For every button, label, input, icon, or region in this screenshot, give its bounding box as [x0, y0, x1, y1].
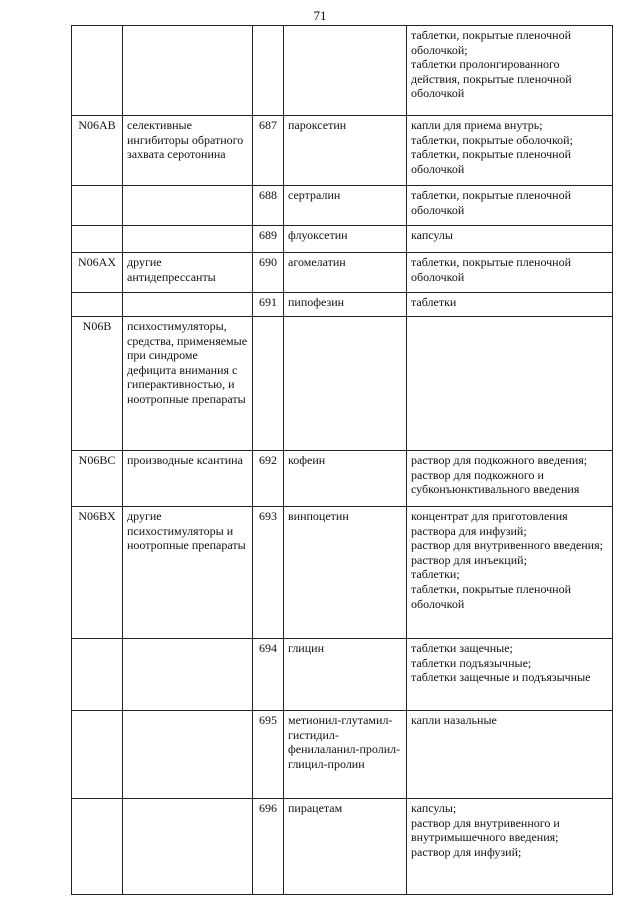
atc-group-cell	[123, 226, 253, 253]
drug-table	[71, 25, 613, 895]
table-row	[72, 317, 613, 451]
drug-name-cell: кофеин	[284, 451, 407, 507]
row-number-cell: 694	[253, 639, 284, 711]
dosage-form: капли для приема внутрь;	[411, 118, 543, 132]
drug-name-cell: метионил-глутамил-гистидил-фенилаланил-пролил-глицил-пролин	[284, 711, 407, 799]
atc-code-cell	[72, 639, 123, 711]
atc-group-cell	[123, 711, 253, 799]
table-row	[72, 26, 613, 116]
dosage-forms-cell	[407, 186, 613, 226]
table-row	[72, 116, 613, 186]
dosage-form: таблетки;	[411, 567, 460, 582]
row-number-cell: 688	[253, 186, 284, 226]
dosage-forms-cell	[407, 293, 613, 317]
dosage-form: таблетки	[411, 295, 457, 309]
drug-name-cell: пирацетам	[284, 799, 407, 895]
atc-group-cell	[123, 639, 253, 711]
dosage-form: раствор для инъекций;	[411, 552, 527, 567]
table-row	[72, 186, 613, 226]
atc-group-cell: другие психостимуляторы и ноотропные препараты	[123, 507, 253, 639]
atc-code-cell	[72, 26, 123, 116]
atc-code-cell	[72, 293, 123, 317]
dosage-form: таблетки защечные;	[411, 641, 513, 655]
atc-code-cell	[72, 186, 123, 226]
row-number-cell: 689	[253, 226, 284, 253]
row-number-cell: 696	[253, 799, 284, 895]
row-number-cell: 690	[253, 253, 284, 293]
atc-group-cell	[123, 799, 253, 895]
dosage-form: капсулы	[411, 228, 453, 242]
atc-code-cell: N06BC	[72, 451, 123, 507]
atc-code-cell: N06BX	[72, 507, 123, 639]
dosage-form: таблетки, покрытые пленочной оболочкой	[411, 581, 572, 611]
dosage-forms-cell	[407, 253, 613, 293]
dosage-forms-cell	[407, 226, 613, 253]
dosage-form: раствор для инфузий;	[411, 844, 522, 859]
drug-name-cell	[284, 317, 407, 451]
atc-code-cell: N06B	[72, 317, 123, 451]
drug-name-cell: флуоксетин	[284, 226, 407, 253]
row-number-cell: 695	[253, 711, 284, 799]
dosage-forms-cell	[407, 507, 613, 639]
table-row	[72, 507, 613, 639]
row-number-cell: 687	[253, 116, 284, 186]
dosage-form: капли назальные	[411, 713, 497, 727]
drug-name-cell: винпоцетин	[284, 507, 407, 639]
dosage-forms-cell	[407, 711, 613, 799]
dosage-form: капсулы;	[411, 801, 457, 815]
atc-code-cell	[72, 711, 123, 799]
dosage-form: таблетки, покрытые пленочной оболочкой;	[411, 28, 572, 57]
dosage-forms-cell	[407, 639, 613, 711]
atc-code-cell: N06AX	[72, 253, 123, 293]
atc-group-cell: другие антидепрессанты	[123, 253, 253, 293]
drug-name-cell: пипофезин	[284, 293, 407, 317]
dosage-forms-cell	[407, 451, 613, 507]
drug-name-cell: сертралин	[284, 186, 407, 226]
atc-group-cell	[123, 186, 253, 226]
row-number-cell: 691	[253, 293, 284, 317]
dosage-form: таблетки подъязычные;	[411, 655, 532, 670]
dosage-form: таблетки, покрытые пленочной оболочкой	[411, 255, 572, 284]
dosage-form: концентрат для приготовления раствора для инфузий;	[411, 509, 568, 538]
row-number-cell	[253, 26, 284, 116]
dosage-form: раствор для внутривенного и внутримышечного введения;	[411, 815, 560, 845]
drug-name-cell: глицин	[284, 639, 407, 711]
atc-group-cell: селективные ингибиторы обратного захвата серотонина	[123, 116, 253, 186]
atc-group-cell	[123, 293, 253, 317]
table-row	[72, 799, 613, 895]
drug-name-cell: пароксетин	[284, 116, 407, 186]
table-row	[72, 711, 613, 799]
table-row	[72, 253, 613, 293]
table-row	[72, 293, 613, 317]
table-row	[72, 451, 613, 507]
drug-name-cell: агомелатин	[284, 253, 407, 293]
atc-code-cell	[72, 799, 123, 895]
table-row	[72, 639, 613, 711]
dosage-forms-cell	[407, 799, 613, 895]
atc-group-cell: производные ксантина	[123, 451, 253, 507]
dosage-form: таблетки защечные и подъязычные	[411, 670, 591, 685]
atc-group-cell: психостимуляторы, средства, применяемые при синдроме дефицита внимания с гиперактивностью, и ноотропные препараты	[123, 317, 253, 451]
dosage-form: раствор для подкожного и субконъюнктивального введения	[411, 467, 580, 497]
row-number-cell: 693	[253, 507, 284, 639]
row-number-cell: 692	[253, 451, 284, 507]
table-row	[72, 226, 613, 253]
atc-code-cell: N06AB	[72, 116, 123, 186]
table-body	[72, 26, 613, 895]
atc-group-cell	[123, 26, 253, 116]
dosage-form: раствор для внутривенного введения;	[411, 538, 603, 553]
drug-name-cell	[284, 26, 407, 116]
dosage-form: таблетки, покрытые пленочной оболочкой	[411, 147, 572, 176]
dosage-forms-cell	[407, 116, 613, 186]
dosage-forms-cell	[407, 26, 613, 116]
row-number-cell	[253, 317, 284, 451]
dosage-form: таблетки, покрытые пленочной оболочкой	[411, 188, 572, 217]
dosage-form: таблетки, покрытые оболочкой;	[411, 132, 573, 147]
dosage-form: таблетки пролонгированного действия, покрытые пленочной оболочкой	[411, 57, 572, 101]
dosage-forms-cell	[407, 317, 613, 451]
dosage-form: раствор для подкожного введения;	[411, 453, 588, 467]
atc-code-cell	[72, 226, 123, 253]
page-number: 71	[313, 8, 327, 23]
